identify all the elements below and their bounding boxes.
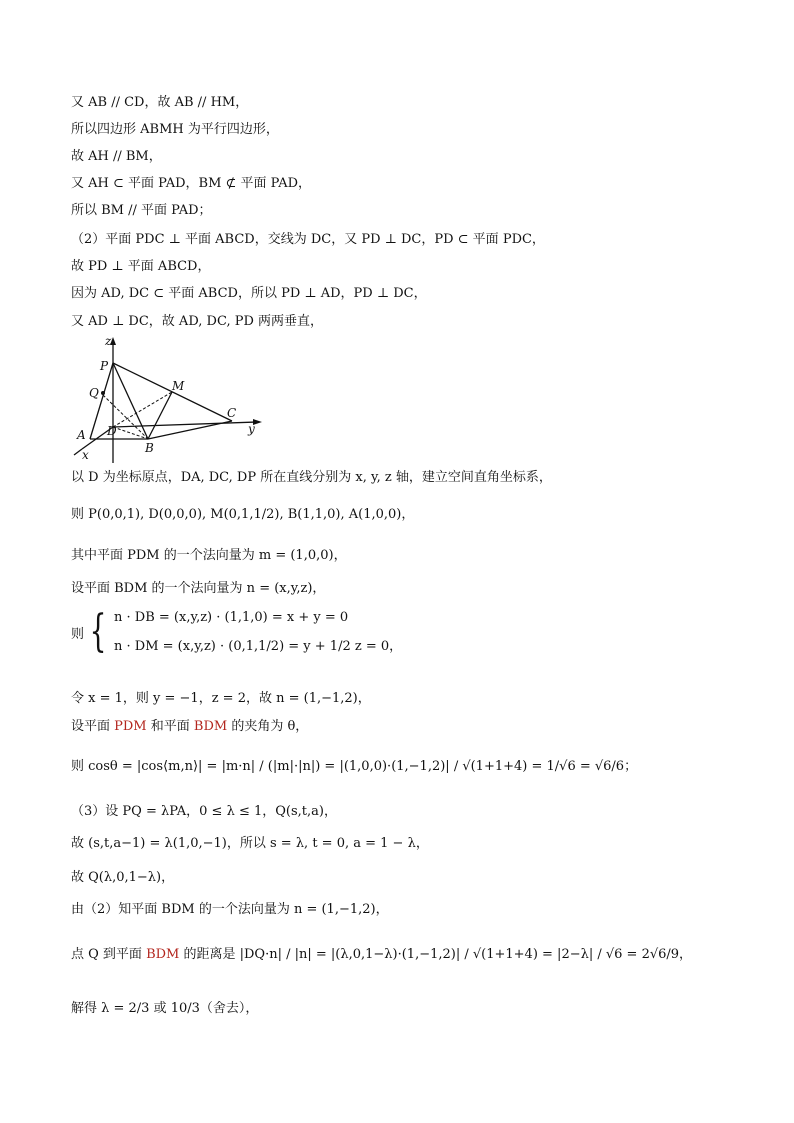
label-x: x bbox=[82, 448, 89, 462]
text-line-2: 所以四边形 ABMH 为平行四边形， bbox=[71, 122, 279, 137]
equation-2: n · DM = (x,y,z) · (0,1,1/2) = y + 1/2 z = 0， bbox=[114, 639, 403, 654]
text-line-7: 故 PD ⊥ 平面 ABCD， bbox=[71, 259, 211, 274]
equation-system bbox=[71, 606, 403, 657]
left-brace-icon: { bbox=[89, 606, 107, 657]
text-line-23: 解得 λ = 2/3 或 10/3（舍去）， bbox=[71, 1001, 259, 1016]
label-B: B bbox=[145, 441, 154, 455]
label-Q: Q bbox=[89, 386, 99, 400]
equation-1: n · DB = (x,y,z) · (1,1,0) = x + y = 0 bbox=[114, 610, 349, 625]
seg-16c: 和平面 bbox=[146, 719, 194, 734]
label-A: A bbox=[77, 428, 86, 442]
text-line-12: 其中平面 PDM 的一个法向量为 m = (1,0,0)， bbox=[71, 548, 347, 563]
system-prefix: 则 bbox=[71, 626, 85, 642]
text-line-6: （2）平面 PDC ⊥ 平面 ABCD，交线为 DC，又 PD ⊥ DC，PD ⊂ 平面 PDC， bbox=[71, 232, 545, 247]
text-line-17: 则 cosθ = |cos⟨m,n⟩| = |m·n| / (|m|·|n|) = |(1,0,0)·(1,−1,2)| / √(1+1+4) = 1/√6 = √6/6； bbox=[71, 759, 638, 774]
label-M: M bbox=[172, 379, 185, 393]
text-line-19: 故 (s,t,a−1) = λ(1,0,−1)，所以 s = λ, t = 0, a = 1 − λ， bbox=[71, 836, 429, 851]
text-line-16 bbox=[71, 718, 308, 736]
seg-22c: 的距离是 |DQ·n| / |n| = |(λ,0,1−λ)·(1,−1,2)| / √(1+1+4) = |2−λ| / √6 = 2√6/9， bbox=[179, 947, 693, 962]
seg-16e: 的夹角为 θ， bbox=[227, 719, 309, 734]
label-z: z bbox=[105, 335, 112, 348]
seg-22a: 点 Q 到平面 bbox=[71, 947, 147, 962]
text-line-3: 故 AH // BM， bbox=[71, 149, 162, 164]
text-line-5: 所以 BM // 平面 PAD； bbox=[71, 203, 212, 218]
label-C: C bbox=[227, 406, 237, 420]
text-line-20: 故 Q(λ,0,1−λ)， bbox=[71, 870, 175, 885]
text-line-10: 以 D 为坐标原点，DA, DC, DP 所在直线分别为 x, y, z 轴，建立空间直角坐标系， bbox=[71, 470, 552, 485]
label-y: y bbox=[248, 422, 255, 436]
text-line-9: 又 AD ⊥ DC，故 AD, DC, PD 两两垂直， bbox=[71, 314, 324, 329]
text-line-18: （3）设 PQ = λPA，0 ≤ λ ≤ 1，Q(s,t,a)， bbox=[71, 804, 337, 819]
text-line-1: 又 AB // CD，故 AB // HM， bbox=[71, 95, 249, 110]
pyramid-figure bbox=[72, 335, 272, 463]
seg-16b: PDM bbox=[114, 719, 147, 734]
text-line-8: 因为 AD, DC ⊂ 平面 ABCD，所以 PD ⊥ AD，PD ⊥ DC， bbox=[71, 286, 427, 301]
label-P: P bbox=[100, 359, 109, 373]
seg-16a: 设平面 bbox=[71, 719, 115, 734]
text-line-21: 由（2）知平面 BDM 的一个法向量为 n = (1,−1,2)， bbox=[71, 902, 389, 917]
text-line-22 bbox=[71, 946, 692, 964]
text-line-13: 设平面 BDM 的一个法向量为 n = (x,y,z)， bbox=[71, 581, 326, 596]
seg-16d: BDM bbox=[193, 719, 228, 734]
seg-22b: BDM bbox=[146, 947, 180, 962]
text-line-15: 令 x = 1，则 y = −1，z = 2，故 n = (1,−1,2)， bbox=[71, 691, 371, 706]
text-line-11: 则 P(0,0,1), D(0,0,0), M(0,1,1/2), B(1,1,0), A(1,0,0)， bbox=[71, 507, 415, 522]
text-line-4: 又 AH ⊂ 平面 PAD，BM ⊄ 平面 PAD， bbox=[71, 176, 312, 191]
label-D: D bbox=[107, 424, 117, 438]
